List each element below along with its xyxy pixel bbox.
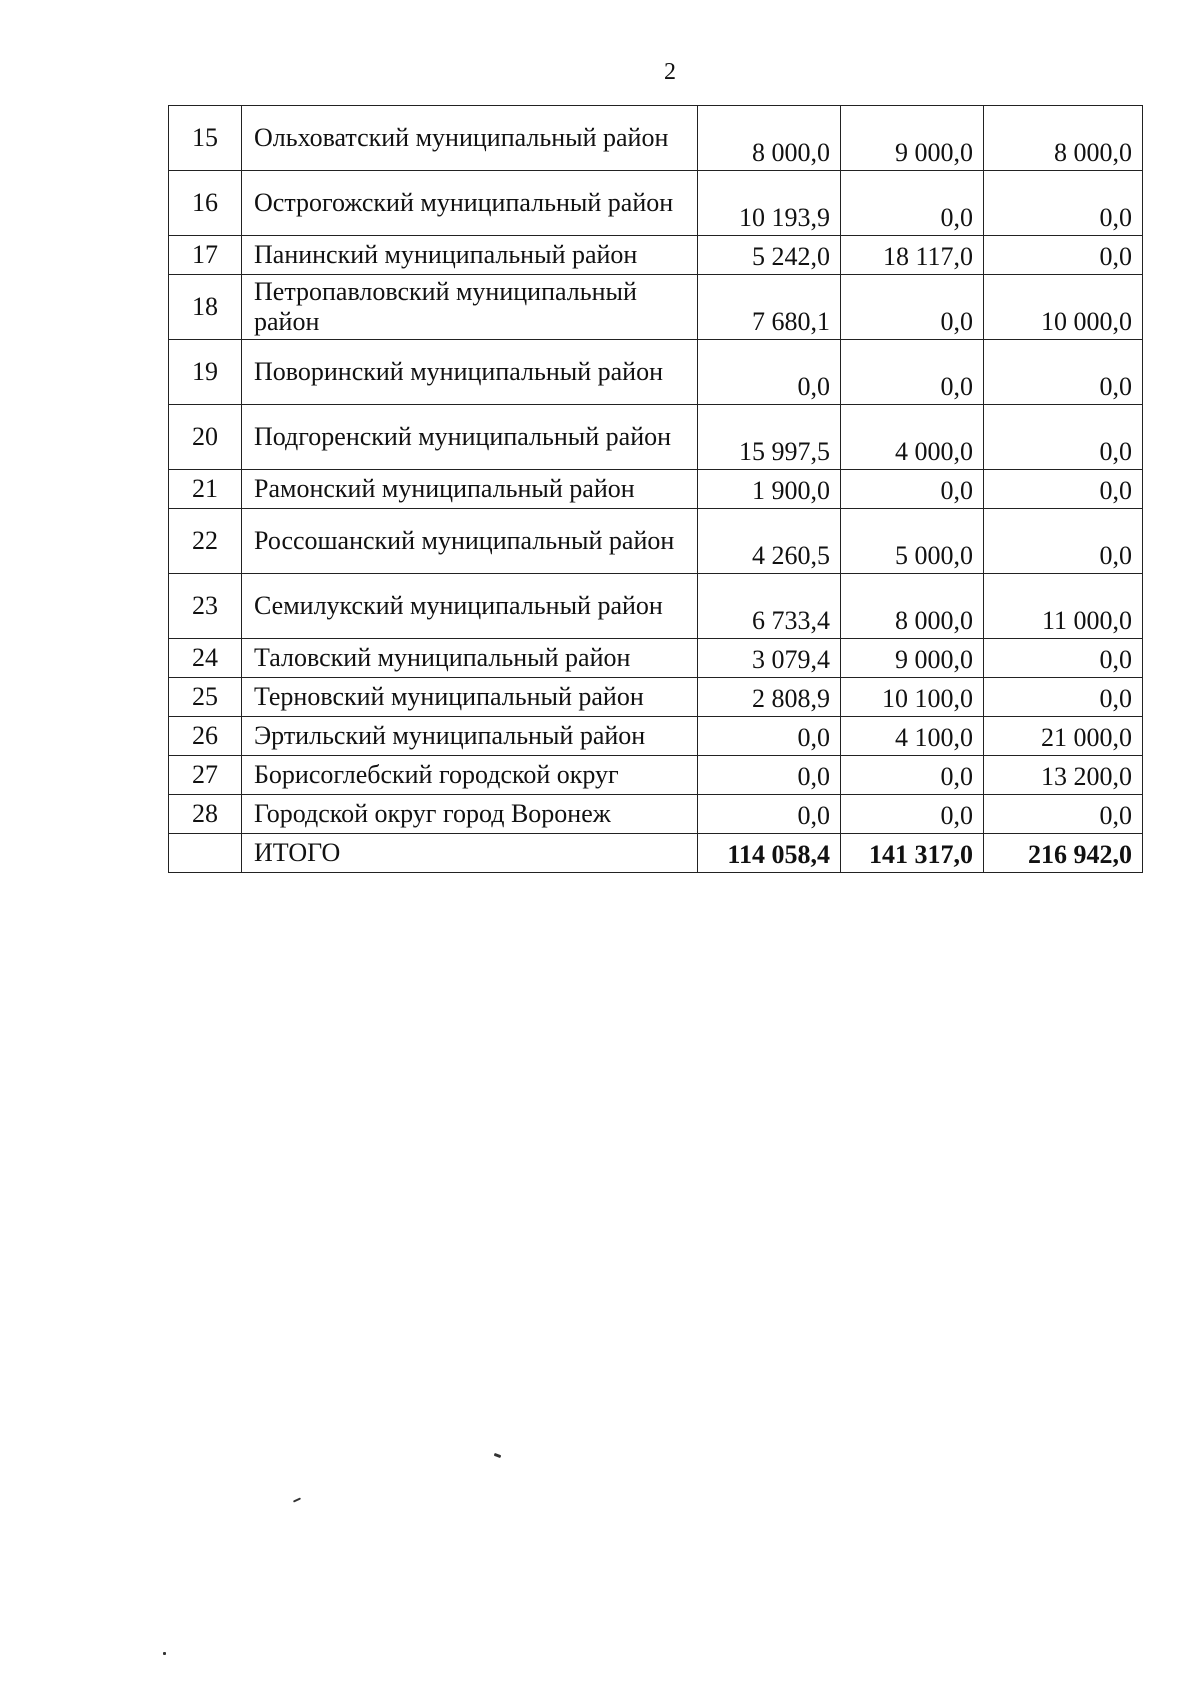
table-row bbox=[169, 171, 1143, 236]
value-col-3: 0,0 bbox=[984, 678, 1143, 717]
district-name: Борисоглебский городской округ bbox=[242, 756, 698, 795]
row-number: 17 bbox=[169, 236, 242, 275]
value-col-1: 1 900,0 bbox=[698, 470, 841, 509]
table-row bbox=[169, 340, 1143, 405]
value-col-3: 11 000,0 bbox=[984, 574, 1143, 639]
value-col-3: 13 200,0 bbox=[984, 756, 1143, 795]
value-col-2: 4 000,0 bbox=[841, 405, 984, 470]
row-number: 28 bbox=[169, 795, 242, 834]
value-col-2: 0,0 bbox=[841, 275, 984, 340]
district-name: Ольховатский муниципальный район bbox=[242, 106, 698, 171]
district-name: Городской округ город Воронеж bbox=[242, 795, 698, 834]
value-col-3: 0,0 bbox=[984, 236, 1143, 275]
row-number: 24 bbox=[169, 639, 242, 678]
row-number: 26 bbox=[169, 717, 242, 756]
row-number: 25 bbox=[169, 678, 242, 717]
budget-table bbox=[168, 105, 1143, 873]
value-col-3: 10 000,0 bbox=[984, 275, 1143, 340]
value-col-3: 0,0 bbox=[984, 470, 1143, 509]
value-col-2: 0,0 bbox=[841, 340, 984, 405]
total-row-number bbox=[169, 834, 242, 873]
table-row bbox=[169, 470, 1143, 509]
district-name: Острогожский муниципальный район bbox=[242, 171, 698, 236]
total-value-col-2: 141 317,0 bbox=[841, 834, 984, 873]
district-name: Панинский муниципальный район bbox=[242, 236, 698, 275]
value-col-1: 6 733,4 bbox=[698, 574, 841, 639]
row-number: 20 bbox=[169, 405, 242, 470]
row-number: 15 bbox=[169, 106, 242, 171]
total-label: ИТОГО bbox=[242, 834, 698, 873]
value-col-2: 4 100,0 bbox=[841, 717, 984, 756]
scan-speck bbox=[293, 1497, 301, 1502]
row-number: 19 bbox=[169, 340, 242, 405]
table-row bbox=[169, 639, 1143, 678]
value-col-2: 8 000,0 bbox=[841, 574, 984, 639]
value-col-1: 4 260,5 bbox=[698, 509, 841, 574]
table-row bbox=[169, 574, 1143, 639]
table-row bbox=[169, 678, 1143, 717]
district-name: Рамонский муниципальный район bbox=[242, 470, 698, 509]
value-col-3: 8 000,0 bbox=[984, 106, 1143, 171]
value-col-3: 0,0 bbox=[984, 795, 1143, 834]
value-col-1: 15 997,5 bbox=[698, 405, 841, 470]
table-row bbox=[169, 717, 1143, 756]
district-name: Петропавловский муниципальный район bbox=[242, 275, 698, 340]
value-col-2: 18 117,0 bbox=[841, 236, 984, 275]
value-col-1: 0,0 bbox=[698, 756, 841, 795]
value-col-3: 0,0 bbox=[984, 171, 1143, 236]
value-col-3: 0,0 bbox=[984, 340, 1143, 405]
value-col-2: 0,0 bbox=[841, 756, 984, 795]
district-name: Эртильский муниципальный район bbox=[242, 717, 698, 756]
table-row bbox=[169, 509, 1143, 574]
total-value-col-3: 216 942,0 bbox=[984, 834, 1143, 873]
row-number: 23 bbox=[169, 574, 242, 639]
district-name: Поворинский муниципальный район bbox=[242, 340, 698, 405]
district-name: Подгоренский муниципальный район bbox=[242, 405, 698, 470]
value-col-3: 21 000,0 bbox=[984, 717, 1143, 756]
value-col-1: 0,0 bbox=[698, 340, 841, 405]
district-name: Россошанский муниципальный район bbox=[242, 509, 698, 574]
table-row bbox=[169, 236, 1143, 275]
value-col-1: 0,0 bbox=[698, 795, 841, 834]
district-name: Терновский муниципальный район bbox=[242, 678, 698, 717]
scan-speck bbox=[494, 1453, 502, 1458]
value-col-2: 9 000,0 bbox=[841, 106, 984, 171]
page-number: 2 bbox=[664, 59, 676, 85]
row-number: 18 bbox=[169, 275, 242, 340]
district-name: Семилукский муниципальный район bbox=[242, 574, 698, 639]
value-col-1: 5 242,0 bbox=[698, 236, 841, 275]
table-row bbox=[169, 756, 1143, 795]
table-row bbox=[169, 795, 1143, 834]
value-col-3: 0,0 bbox=[984, 509, 1143, 574]
budget-table-container bbox=[168, 105, 1142, 873]
value-col-1: 0,0 bbox=[698, 717, 841, 756]
table-row bbox=[169, 106, 1143, 171]
value-col-2: 5 000,0 bbox=[841, 509, 984, 574]
row-number: 16 bbox=[169, 171, 242, 236]
value-col-3: 0,0 bbox=[984, 405, 1143, 470]
value-col-2: 0,0 bbox=[841, 470, 984, 509]
total-value-col-1: 114 058,4 bbox=[698, 834, 841, 873]
row-number: 27 bbox=[169, 756, 242, 795]
district-name: Таловский муниципальный район bbox=[242, 639, 698, 678]
value-col-1: 10 193,9 bbox=[698, 171, 841, 236]
total-row bbox=[169, 834, 1143, 873]
value-col-3: 0,0 bbox=[984, 639, 1143, 678]
value-col-2: 0,0 bbox=[841, 795, 984, 834]
row-number: 21 bbox=[169, 470, 242, 509]
value-col-1: 3 079,4 bbox=[698, 639, 841, 678]
value-col-1: 7 680,1 bbox=[698, 275, 841, 340]
value-col-2: 0,0 bbox=[841, 171, 984, 236]
table-row bbox=[169, 275, 1143, 340]
value-col-2: 10 100,0 bbox=[841, 678, 984, 717]
row-number: 22 bbox=[169, 509, 242, 574]
scan-speck bbox=[163, 1652, 166, 1655]
value-col-2: 9 000,0 bbox=[841, 639, 984, 678]
value-col-1: 2 808,9 bbox=[698, 678, 841, 717]
value-col-1: 8 000,0 bbox=[698, 106, 841, 171]
table-row bbox=[169, 405, 1143, 470]
